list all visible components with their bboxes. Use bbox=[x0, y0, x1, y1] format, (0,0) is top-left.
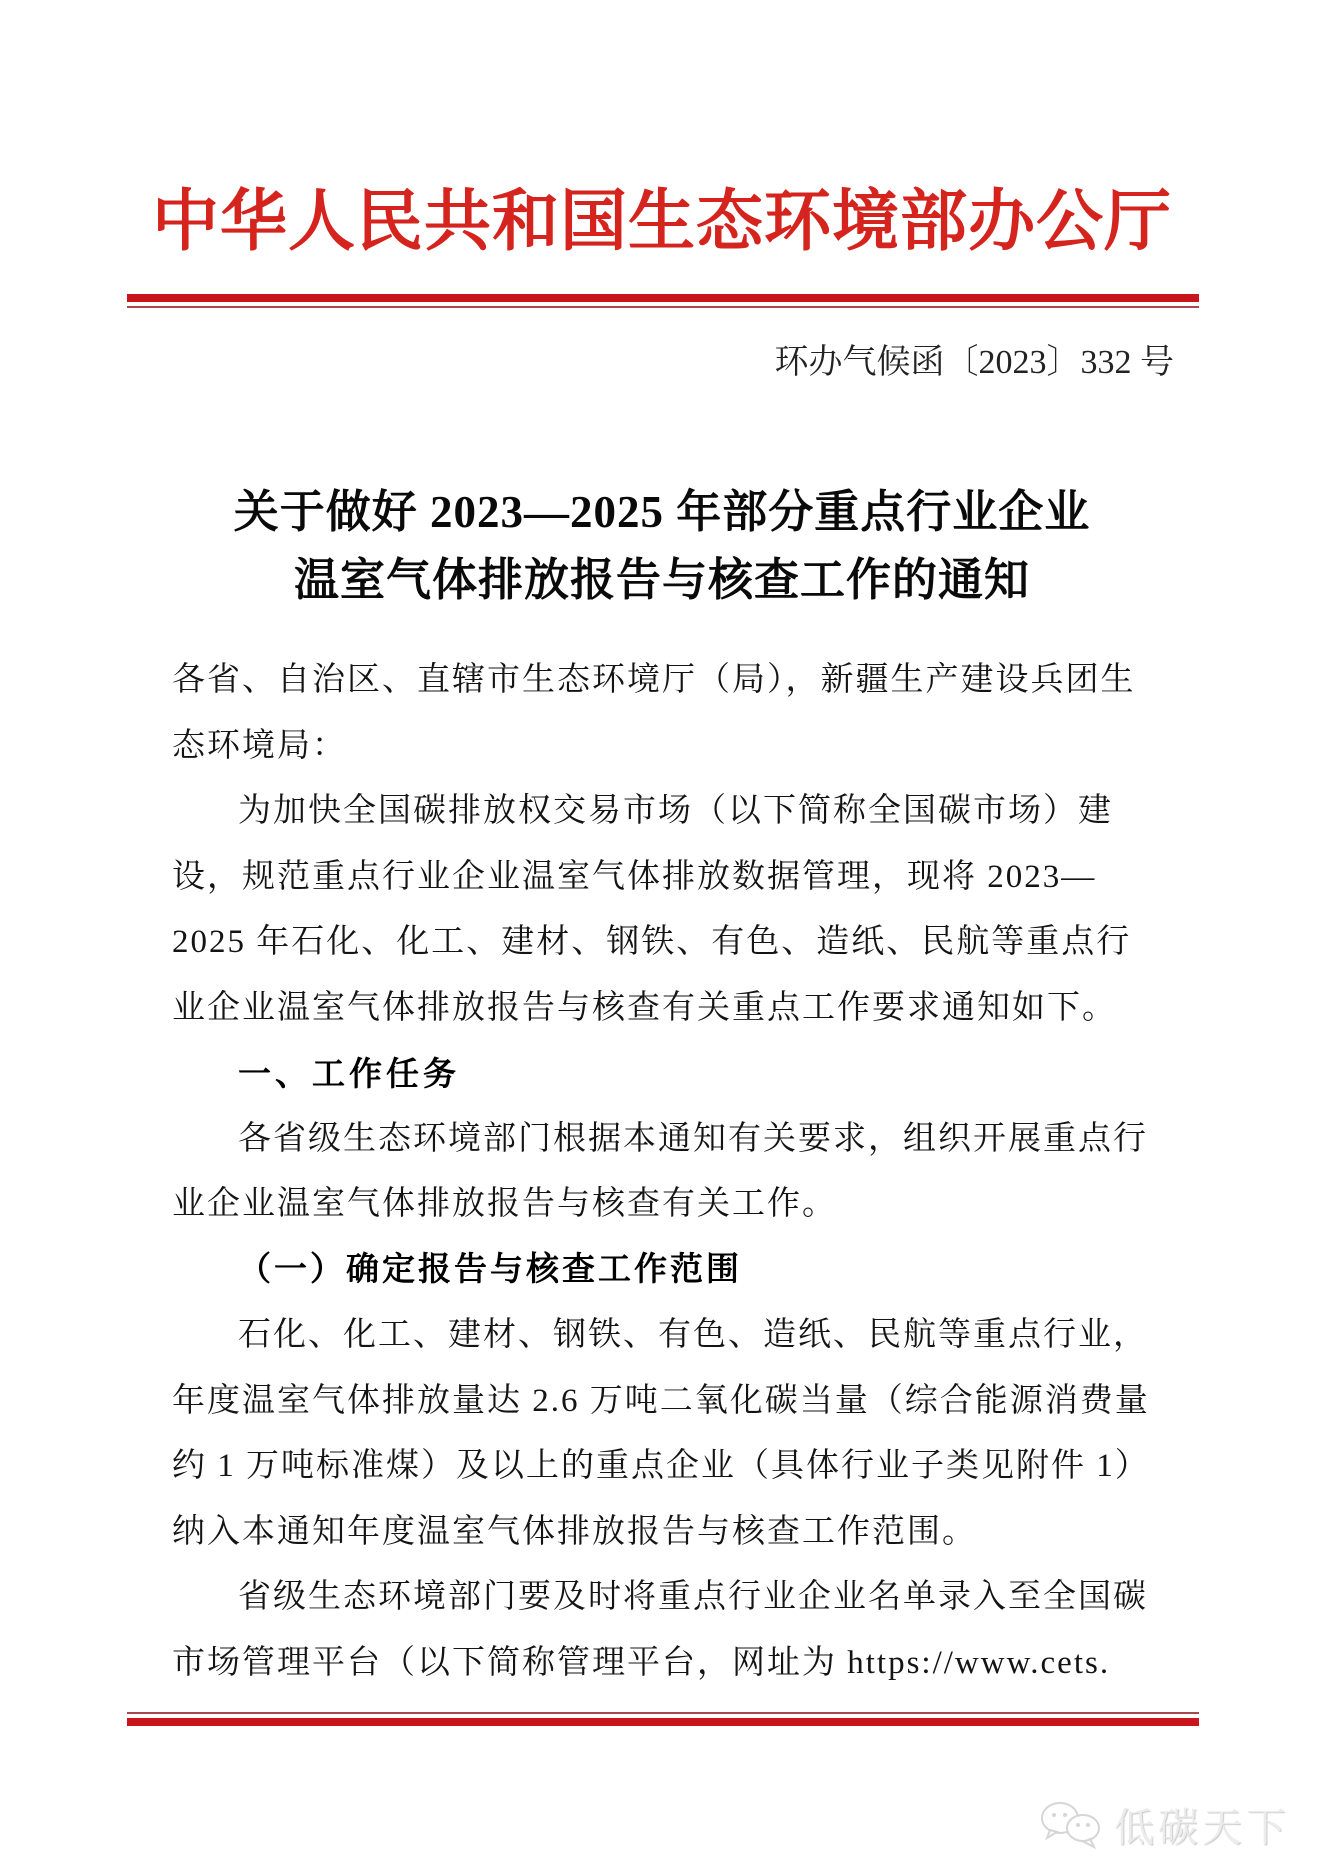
body-line: 各省级生态环境部门根据本通知有关要求，组织开展重点行 bbox=[238, 1120, 1148, 1157]
header-rule-thick-line bbox=[127, 294, 1199, 302]
letterhead-title: 中华人民共和国生态环境部办公厅 bbox=[152, 185, 1172, 259]
body-line: 一、工作任务 bbox=[238, 1055, 460, 1092]
document-title-line2: 温室气体排放报告与核查工作的通知 bbox=[293, 555, 1030, 605]
body-line: 市场管理平台（以下简称管理平台，网址为 https://www.cets. bbox=[172, 1644, 1111, 1681]
header-rule-thin-line bbox=[127, 306, 1199, 308]
watermark bbox=[1038, 1796, 1290, 1853]
body-line: （一）确定报告与核查工作范围 bbox=[238, 1251, 742, 1288]
body-line: 业企业温室气体排放报告与核查有关重点工作要求通知如下。 bbox=[172, 989, 1117, 1026]
document-reference-number: 环办气候函〔2023〕332 号 bbox=[774, 344, 1174, 381]
body-line: 各省、自治区、直辖市生态环境厅（局），新疆生产建设兵团生 bbox=[172, 662, 1136, 698]
body-line: 石化、化工、建材、钢铁、有色、造纸、民航等重点行业， bbox=[238, 1317, 1148, 1353]
document-title-line1: 关于做好 2023—2025 年部分重点行业企业 bbox=[233, 487, 1091, 537]
body-line: 为加快全国碳排放权交易市场（以下简称全国碳市场）建 bbox=[238, 793, 1113, 829]
wechat-icon bbox=[1038, 1798, 1104, 1852]
body-line: 约 1 万吨标准煤）及以上的重点企业（具体行业子类见附件 1） bbox=[172, 1448, 1150, 1484]
body-line: 纳入本通知年度温室气体排放报告与核查工作范围。 bbox=[172, 1513, 977, 1550]
body-line: 省级生态环境部门要及时将重点行业企业名单录入至全国碳 bbox=[238, 1579, 1148, 1615]
header-red-rule bbox=[127, 294, 1199, 308]
body-line: 业企业温室气体排放报告与核查有关工作。 bbox=[172, 1186, 837, 1222]
body-line: 态环境局： bbox=[172, 727, 347, 764]
footer-rule-thick-line bbox=[127, 1718, 1199, 1726]
body-line: 2025 年石化、化工、建材、钢铁、有色、造纸、民航等重点行 bbox=[172, 924, 1132, 960]
body-line: 设，规范重点行业企业温室气体排放数据管理，现将 2023— bbox=[172, 858, 1097, 895]
document-body bbox=[172, 648, 1154, 1696]
body-line: 年度温室气体排放量达 2.6 万吨二氧化碳当量（综合能源消费量 bbox=[172, 1382, 1150, 1419]
watermark-label: 低碳天下 bbox=[1114, 1806, 1290, 1850]
footer-red-rule bbox=[127, 1712, 1199, 1726]
document-title bbox=[0, 478, 1324, 614]
